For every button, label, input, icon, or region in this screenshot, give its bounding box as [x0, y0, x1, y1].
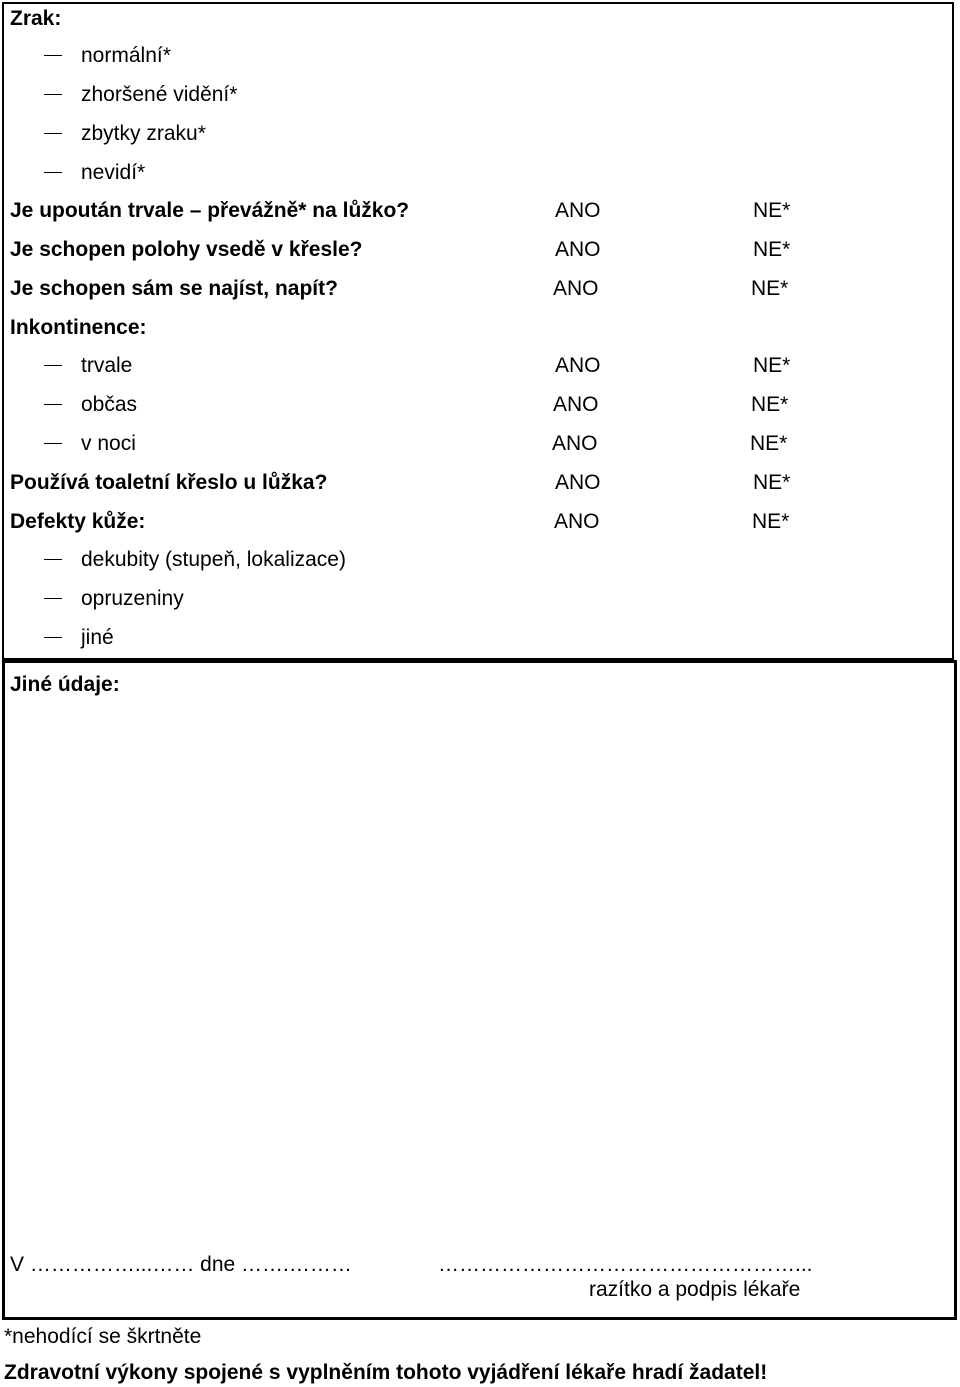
answer-no: NE* — [751, 393, 789, 416]
dash-bullet — [44, 133, 62, 134]
dash-bullet — [44, 559, 62, 560]
zrak-option-impaired: zhoršené vidění* — [81, 83, 238, 106]
answer-no: NE* — [753, 471, 791, 494]
dash-bullet — [44, 637, 62, 638]
answer-no: NE* — [750, 432, 788, 455]
dash-bullet — [44, 172, 62, 173]
footnote: *nehodící se škrtněte — [4, 1325, 202, 1348]
other-info-section — [2, 660, 957, 1320]
answer-yes: ANO — [555, 354, 601, 377]
inkontinence-permanent: trvale — [81, 354, 133, 377]
other-info-heading: Jiné údaje: — [10, 673, 120, 696]
zrak-option-normal: normální* — [81, 44, 171, 67]
inkontinence-sometimes: občas — [81, 393, 138, 416]
dash-bullet — [44, 55, 62, 56]
question-sitting: Je schopen polohy vsedě v křesle? — [10, 238, 363, 261]
answer-yes: ANO — [552, 432, 598, 455]
answer-yes: ANO — [555, 471, 601, 494]
answer-yes: ANO — [555, 199, 601, 222]
inkontinence-night: v noci — [81, 432, 136, 455]
answer-no: NE* — [753, 238, 791, 261]
answer-yes: ANO — [553, 393, 599, 416]
answer-no: NE* — [752, 510, 790, 533]
place-date-line: V ……………...…… dne …….……… — [10, 1253, 352, 1276]
signature-line: ……………………………………………... — [438, 1253, 813, 1276]
question-bedridden: Je upoután trvale – převážně* na lůžko? — [10, 199, 410, 222]
answer-yes: ANO — [554, 510, 600, 533]
question-eating: Je schopen sám se najíst, napít? — [10, 277, 338, 300]
answer-yes: ANO — [555, 238, 601, 261]
answer-no: NE* — [753, 199, 791, 222]
dash-bullet — [44, 443, 62, 444]
zrak-option-residual: zbytky zraku* — [81, 122, 206, 145]
zrak-heading: Zrak: — [10, 7, 62, 30]
answer-no: NE* — [751, 277, 789, 300]
answer-no: NE* — [753, 354, 791, 377]
inkontinence-heading: Inkontinence: — [10, 316, 147, 339]
defekty-heading: Defekty kůže: — [10, 510, 146, 533]
question-commode: Používá toaletní křeslo u lůžka? — [10, 471, 328, 494]
defekty-chafing: opruzeniny — [81, 587, 184, 610]
dash-bullet — [44, 598, 62, 599]
defekty-other: jiné — [81, 626, 114, 649]
signature-label: razítko a podpis lékaře — [589, 1278, 801, 1301]
defekty-decubitus: dekubity (stupeň, lokalizace) — [81, 548, 346, 571]
dash-bullet — [44, 94, 62, 95]
zrak-option-blind: nevidí* — [81, 161, 146, 184]
payment-notice: Zdravotní výkony spojené s vyplněním tohoto vyjádření lékaře hradí žadatel! — [4, 1361, 768, 1384]
dash-bullet — [44, 404, 62, 405]
dash-bullet — [44, 365, 62, 366]
answer-yes: ANO — [553, 277, 599, 300]
